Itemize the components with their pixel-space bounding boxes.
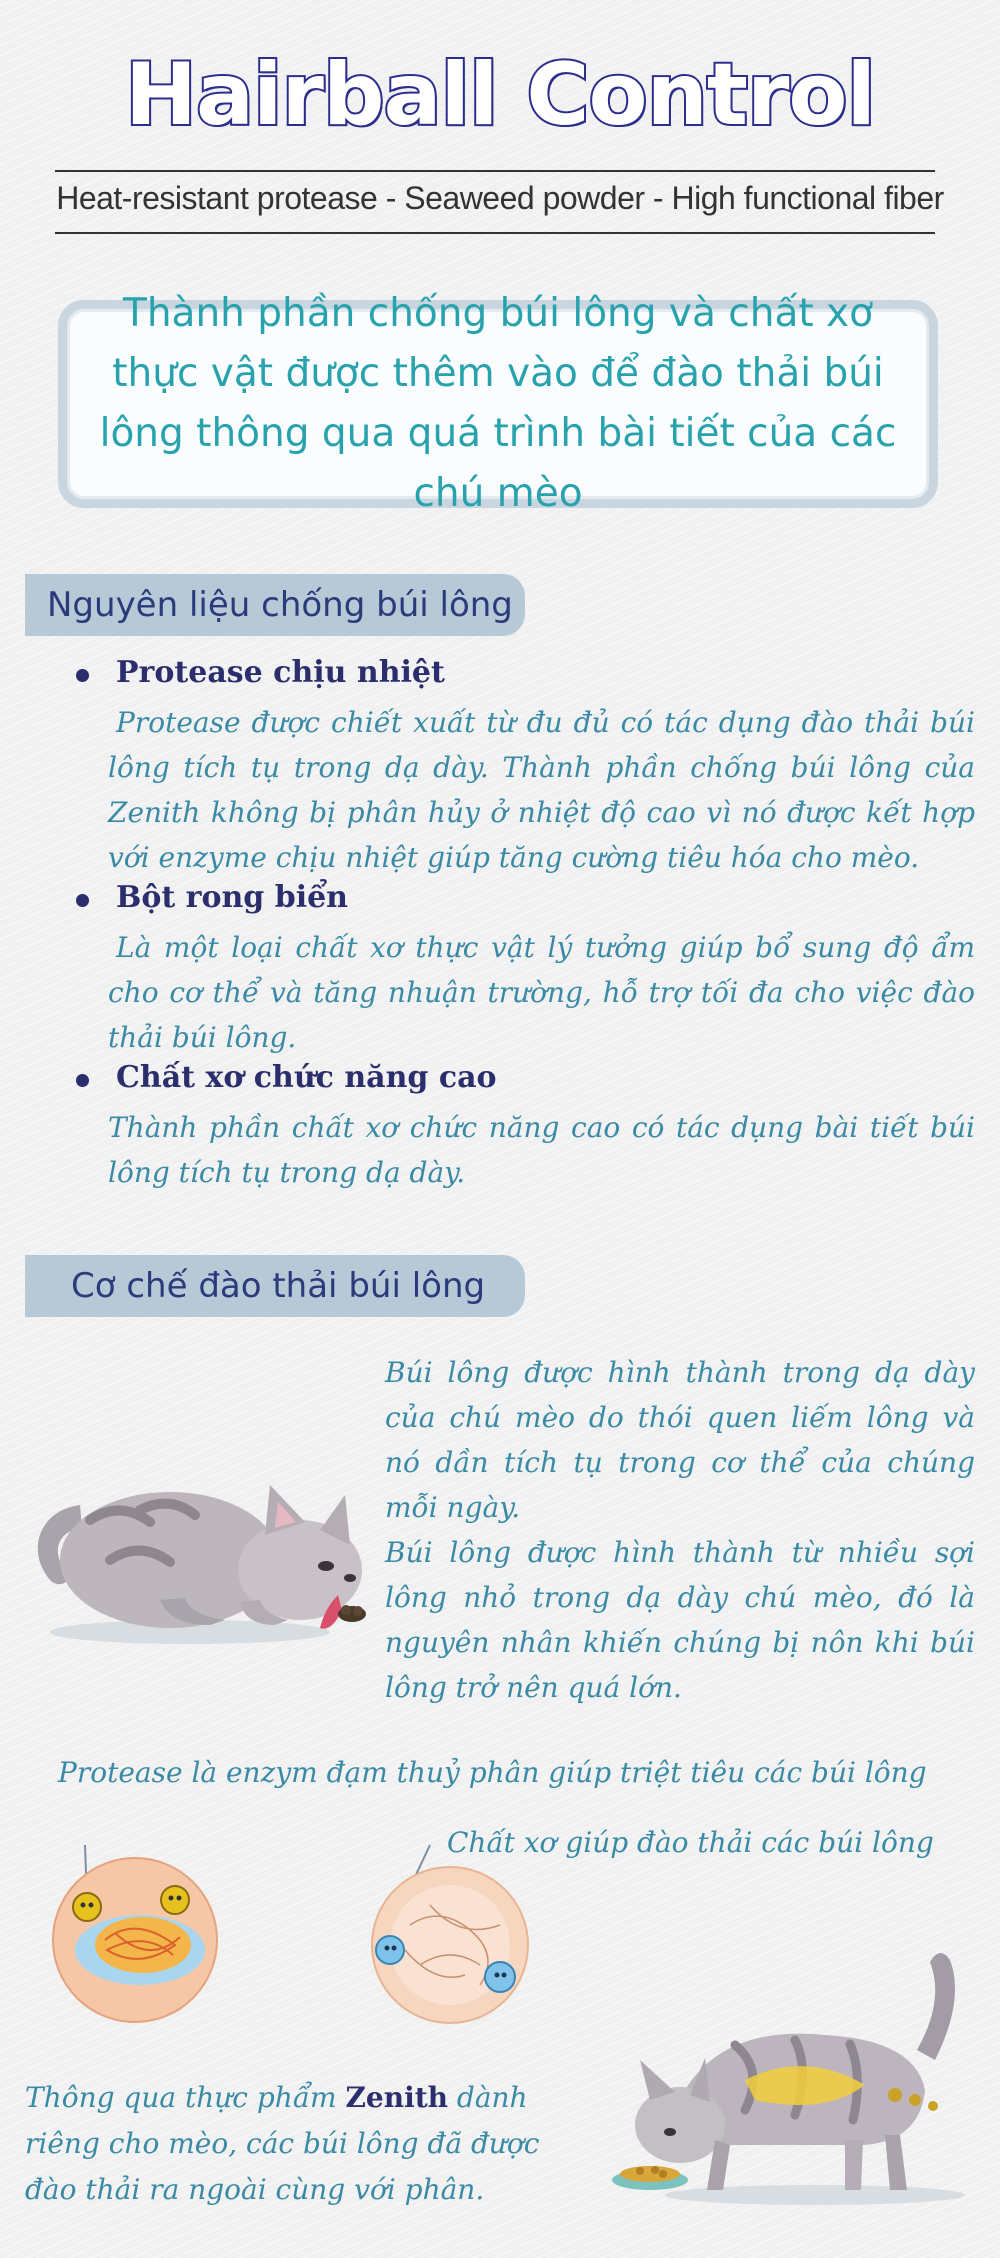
divider-top xyxy=(55,170,935,172)
brand-name: Zenith xyxy=(345,2081,448,2114)
ingredient-description: Là một loại chất xơ thực vật lý tưởng giúp bổ sung độ ẩm cho cơ thể và tăng nhuận trường, hỗ trợ tối đa cho việc đào thải búi lông. xyxy=(108,931,975,1054)
ingredient-title-text: Chất xơ chức năng cao xyxy=(116,1060,497,1095)
ingredient-title xyxy=(80,1060,497,1095)
divider-bottom xyxy=(55,232,935,234)
mechanism-paragraph-2: Búi lông được hình thành từ nhiều sợi lông nhỏ trong dạ dày chú mèo, đó là nguyên nhân khiến chúng bị nôn khi búi lông trở nên quá lớn. xyxy=(385,1536,975,1704)
protease-hairball-illustration xyxy=(45,1845,225,2025)
mechanism-paragraph-1: Búi lông được hình thành trong dạ dày của chú mèo do thói quen liếm lông và nó dần tích tụ trong cơ thể của chúng mỗi ngày. xyxy=(385,1356,975,1524)
protease-caption: Protease là enzym đạm thuỷ phân giúp triệt tiêu các búi lông xyxy=(58,1756,927,1789)
ingredient-title-text: Protease chịu nhiệt xyxy=(116,655,445,690)
closing-text-start: Thông qua thực phẩm xyxy=(25,2081,346,2114)
intro-text: Thành phần chống búi lông và chất xơ thực vật được thêm vào để đào thải búi lông thông qua quá trình bài tiết của các chú mèo xyxy=(99,291,897,516)
section-header-ingredients: Nguyên liệu chống búi lông xyxy=(25,574,525,636)
eating-cat-illustration xyxy=(595,1940,975,2210)
intro-box xyxy=(58,291,938,516)
page-title: Hairball Control xyxy=(125,45,875,145)
ingredient-title-text: Bột rong biển xyxy=(116,880,348,915)
coughing-cat-illustration xyxy=(20,1410,370,1650)
subtitle: Heat-resistant protease - Seaweed powder - High functional fiber xyxy=(56,180,944,216)
closing-text xyxy=(25,2075,570,2213)
ingredient-title xyxy=(80,655,445,690)
fiber-caption: Chất xơ giúp đào thải các búi lông xyxy=(447,1826,934,1859)
closing-text-end: dành riêng cho mèo, các búi lông đã được đào thải ra ngoài cùng với phân. xyxy=(25,2081,540,2206)
ingredient-description: Protease được chiết xuất từ đu đủ có tác dụng đào thải búi lông tích tụ trong dạ dày. Thành phần chống búi lông của Zenith không bị phân hủy ở nhiệt độ cao vì nó được kết hợp với enzyme chịu nhiệt giúp tăng cường tiêu hóa cho mèo. xyxy=(108,706,975,874)
fiber-cell-illustration xyxy=(360,1845,540,2025)
section-header-mechanism: Cơ chế đào thải búi lông xyxy=(25,1255,525,1317)
ingredient-title xyxy=(80,880,348,915)
ingredient-description: Thành phần chất xơ chức năng cao có tác dụng bài tiết búi lông tích tụ trong dạ dày. xyxy=(108,1111,975,1189)
